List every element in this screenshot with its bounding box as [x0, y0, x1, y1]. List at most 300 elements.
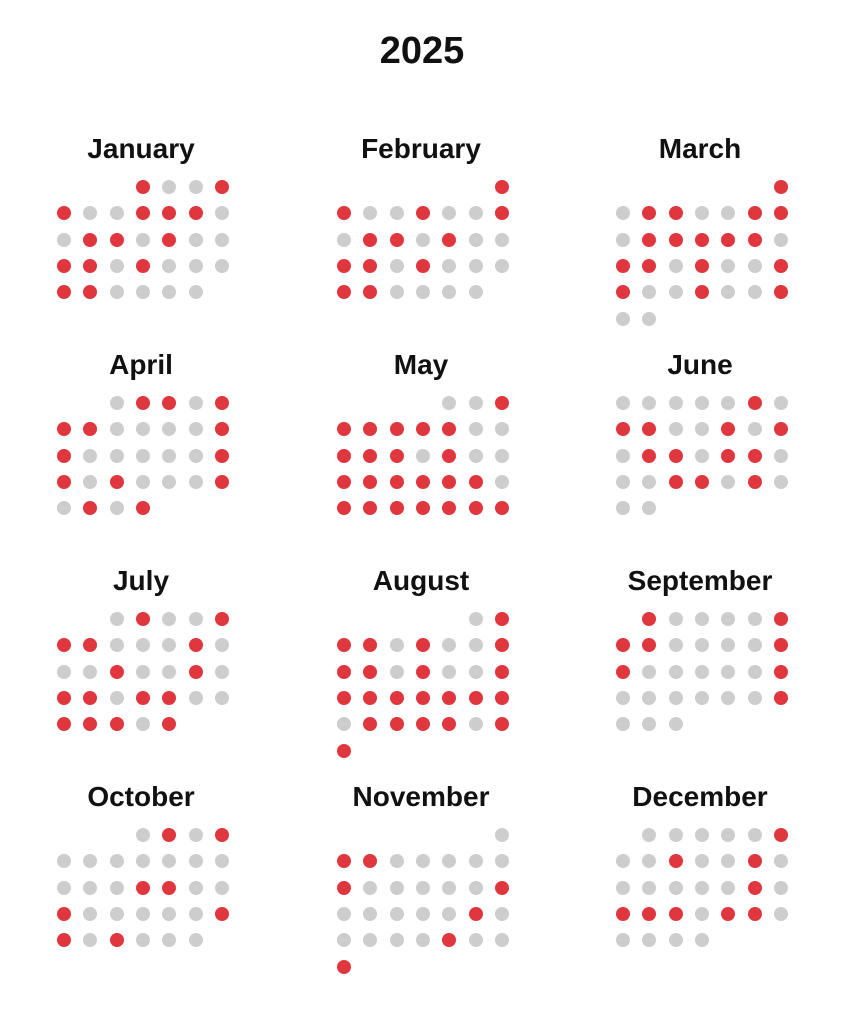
day-dot-10 — [189, 854, 203, 868]
day-dot-5 — [416, 854, 430, 868]
day-dot-3 — [642, 206, 656, 220]
day-dot-27 — [748, 475, 762, 489]
day-dot-16 — [162, 233, 176, 247]
day-dot-31 — [642, 312, 656, 326]
day-dot-16 — [642, 449, 656, 463]
day-dot-12 — [748, 854, 762, 868]
day-dot-12 — [748, 638, 762, 652]
day-dot-6 — [83, 854, 97, 868]
day-dot-29 — [469, 717, 483, 731]
day-dot-20 — [390, 475, 404, 489]
day-dot-31 — [189, 933, 203, 947]
day-dot-12 — [390, 665, 404, 679]
day-dot-28 — [416, 501, 430, 515]
day-dot-13 — [57, 449, 71, 463]
day-dot-2 — [162, 180, 176, 194]
month-may — [337, 348, 505, 528]
day-dot-21 — [616, 907, 630, 921]
day-dot-16 — [616, 259, 630, 273]
day-dot-17 — [162, 665, 176, 679]
day-dot-18 — [669, 259, 683, 273]
day-dot-26 — [721, 475, 735, 489]
day-dot-20 — [83, 259, 97, 273]
day-dot-30 — [162, 933, 176, 947]
day-dot-8 — [110, 422, 124, 436]
month-october — [57, 780, 225, 960]
day-dot-4 — [215, 180, 229, 194]
day-dot-12 — [721, 422, 735, 436]
day-dot-15 — [469, 665, 483, 679]
day-dot-20 — [774, 665, 788, 679]
day-dot-8 — [616, 422, 630, 436]
day-dot-18 — [337, 475, 351, 489]
day-dot-5 — [748, 828, 762, 842]
day-dot-31 — [695, 933, 709, 947]
day-dot-29 — [642, 717, 656, 731]
day-dot-14 — [83, 449, 97, 463]
day-dot-12 — [416, 233, 430, 247]
day-dot-11 — [363, 665, 377, 679]
day-dot-7 — [83, 422, 97, 436]
day-dot-19 — [363, 475, 377, 489]
day-dot-13 — [416, 665, 430, 679]
day-dot-8 — [642, 854, 656, 868]
day-dot-11 — [721, 854, 735, 868]
day-dot-11 — [390, 881, 404, 895]
day-dot-31 — [189, 285, 203, 299]
day-dot-9 — [642, 422, 656, 436]
month-november — [337, 780, 505, 960]
day-dot-23 — [337, 285, 351, 299]
day-dot-17 — [162, 449, 176, 463]
day-dot-21 — [83, 691, 97, 705]
day-dot-23 — [136, 475, 150, 489]
day-dot-24 — [162, 691, 176, 705]
month-title: May — [393, 349, 449, 380]
day-dot-27 — [416, 717, 430, 731]
day-dot-27 — [721, 285, 735, 299]
day-dot-21 — [442, 691, 456, 705]
day-dot-17 — [363, 259, 377, 273]
day-dot-1 — [642, 828, 656, 842]
day-dot-13 — [442, 233, 456, 247]
day-dot-20 — [83, 907, 97, 921]
day-dot-14 — [774, 422, 788, 436]
day-dot-11 — [721, 638, 735, 652]
month-september — [616, 564, 784, 744]
day-dot-5 — [57, 206, 71, 220]
day-dot-6 — [83, 206, 97, 220]
day-dot-14 — [442, 665, 456, 679]
day-dot-27 — [774, 691, 788, 705]
day-dot-16 — [669, 665, 683, 679]
day-dot-13 — [57, 665, 71, 679]
day-dot-19 — [695, 259, 709, 273]
day-dot-2 — [669, 612, 683, 626]
day-dot-14 — [616, 665, 630, 679]
day-dot-19 — [721, 449, 735, 463]
day-dot-2 — [136, 396, 150, 410]
day-dot-25 — [721, 907, 735, 921]
day-dot-22 — [136, 907, 150, 921]
day-dot-22 — [110, 691, 124, 705]
day-dot-21 — [469, 259, 483, 273]
day-dot-17 — [495, 449, 509, 463]
day-dot-28 — [616, 933, 630, 947]
day-dot-24 — [642, 285, 656, 299]
day-dot-2 — [337, 854, 351, 868]
day-dot-2 — [136, 612, 150, 626]
day-dot-26 — [57, 285, 71, 299]
day-dot-15 — [136, 881, 150, 895]
day-dot-9 — [136, 638, 150, 652]
day-dot-18 — [189, 449, 203, 463]
day-dot-25 — [390, 933, 404, 947]
day-dot-6 — [57, 422, 71, 436]
day-dot-9 — [669, 638, 683, 652]
day-dot-24 — [363, 933, 377, 947]
day-dot-16 — [669, 881, 683, 895]
day-dot-1 — [136, 180, 150, 194]
day-dot-26 — [57, 933, 71, 947]
day-dot-8 — [136, 206, 150, 220]
day-dot-13 — [748, 422, 762, 436]
day-dot-17 — [189, 233, 203, 247]
day-dot-27 — [83, 285, 97, 299]
day-dot-17 — [337, 691, 351, 705]
month-february — [337, 132, 505, 312]
day-dot-15 — [110, 449, 124, 463]
day-dot-23 — [136, 691, 150, 705]
day-dot-18 — [721, 665, 735, 679]
day-dot-11 — [215, 854, 229, 868]
day-dot-27 — [774, 907, 788, 921]
day-dot-25 — [390, 285, 404, 299]
day-dot-4 — [669, 206, 683, 220]
day-dot-26 — [748, 907, 762, 921]
day-dot-1 — [616, 396, 630, 410]
day-dot-24 — [189, 259, 203, 273]
month-title: April — [109, 349, 173, 380]
day-dot-23 — [469, 475, 483, 489]
day-dot-11 — [189, 638, 203, 652]
day-dot-13 — [83, 233, 97, 247]
day-dot-31 — [337, 744, 351, 758]
day-dot-7 — [469, 206, 483, 220]
day-dot-16 — [495, 665, 509, 679]
day-dot-3 — [337, 638, 351, 652]
day-dot-29 — [136, 933, 150, 947]
day-dot-17 — [669, 449, 683, 463]
day-dot-17 — [642, 259, 656, 273]
day-dot-2 — [162, 828, 176, 842]
day-dot-7 — [110, 206, 124, 220]
day-dot-27 — [57, 501, 71, 515]
day-dot-17 — [695, 665, 709, 679]
day-dot-15 — [616, 449, 630, 463]
day-dot-5 — [748, 612, 762, 626]
day-dot-6 — [57, 638, 71, 652]
day-dot-30 — [337, 960, 351, 974]
day-dot-24 — [363, 285, 377, 299]
day-dot-22 — [642, 691, 656, 705]
day-dot-14 — [616, 881, 630, 895]
month-january — [57, 132, 225, 312]
day-dot-25 — [669, 285, 683, 299]
day-dot-5 — [215, 396, 229, 410]
month-july — [57, 564, 225, 744]
day-dot-22 — [642, 907, 656, 921]
day-dot-1 — [442, 396, 456, 410]
day-dot-7 — [416, 422, 430, 436]
day-dot-4 — [721, 612, 735, 626]
day-dot-6 — [416, 638, 430, 652]
day-dot-4 — [363, 638, 377, 652]
day-dot-27 — [442, 285, 456, 299]
day-dot-30 — [136, 501, 150, 515]
day-dot-17 — [363, 907, 377, 921]
month-june — [616, 348, 784, 528]
day-dot-26 — [390, 717, 404, 731]
day-dot-3 — [695, 612, 709, 626]
day-dot-21 — [110, 259, 124, 273]
day-dot-24 — [695, 907, 709, 921]
day-dot-10 — [495, 422, 509, 436]
day-dot-1 — [495, 828, 509, 842]
day-dot-14 — [469, 881, 483, 895]
day-dot-10 — [337, 665, 351, 679]
day-dot-16 — [337, 259, 351, 273]
day-dot-8 — [442, 422, 456, 436]
month-march — [616, 132, 784, 312]
day-dot-19 — [57, 907, 71, 921]
day-dot-25 — [189, 475, 203, 489]
day-dot-25 — [189, 691, 203, 705]
day-dot-4 — [721, 828, 735, 842]
day-dot-26 — [363, 501, 377, 515]
day-dot-3 — [495, 396, 509, 410]
day-dot-10 — [642, 233, 656, 247]
day-dot-7 — [469, 854, 483, 868]
day-dot-7 — [774, 396, 788, 410]
day-dot-10 — [162, 422, 176, 436]
day-dot-4 — [215, 828, 229, 842]
day-dot-28 — [110, 933, 124, 947]
day-dot-18 — [721, 881, 735, 895]
month-title: November — [352, 781, 490, 812]
day-dot-5 — [57, 854, 71, 868]
day-dot-6 — [748, 396, 762, 410]
day-dot-4 — [189, 612, 203, 626]
day-dot-25 — [695, 475, 709, 489]
day-dot-23 — [669, 691, 683, 705]
day-dot-5 — [695, 206, 709, 220]
day-dot-30 — [669, 717, 683, 731]
day-dot-26 — [215, 691, 229, 705]
day-dot-6 — [721, 206, 735, 220]
day-dot-2 — [669, 828, 683, 842]
day-dot-12 — [363, 449, 377, 463]
month-title: September — [627, 565, 773, 596]
day-dot-8 — [136, 854, 150, 868]
day-dot-18 — [390, 259, 404, 273]
day-dot-8 — [110, 638, 124, 652]
day-dot-21 — [469, 907, 483, 921]
year-title: 2025 — [379, 30, 465, 72]
day-dot-10 — [695, 854, 709, 868]
day-dot-13 — [721, 233, 735, 247]
day-dot-14 — [748, 233, 762, 247]
day-dot-3 — [162, 396, 176, 410]
day-dot-21 — [616, 691, 630, 705]
day-dot-19 — [416, 907, 430, 921]
day-dot-22 — [110, 475, 124, 489]
day-dot-28 — [469, 933, 483, 947]
day-dot-11 — [695, 422, 709, 436]
day-dot-13 — [390, 449, 404, 463]
day-dot-18 — [390, 907, 404, 921]
day-dot-18 — [189, 665, 203, 679]
day-dot-9 — [337, 233, 351, 247]
day-dot-17 — [695, 881, 709, 895]
day-dot-22 — [616, 475, 630, 489]
day-dot-12 — [215, 422, 229, 436]
day-dot-22 — [495, 259, 509, 273]
day-dot-8 — [495, 854, 509, 868]
day-dot-1 — [495, 180, 509, 194]
day-dot-28 — [469, 285, 483, 299]
day-dot-28 — [774, 475, 788, 489]
day-dot-2 — [337, 206, 351, 220]
day-dot-31 — [495, 501, 509, 515]
day-dot-26 — [416, 285, 430, 299]
day-dot-11 — [337, 449, 351, 463]
day-dot-29 — [642, 933, 656, 947]
day-dot-30 — [495, 717, 509, 731]
day-dot-19 — [215, 665, 229, 679]
month-title: August — [372, 565, 470, 596]
day-dot-3 — [695, 828, 709, 842]
day-dot-28 — [83, 717, 97, 731]
day-dot-10 — [162, 638, 176, 652]
day-dot-26 — [215, 475, 229, 489]
day-dot-19 — [215, 449, 229, 463]
day-dot-21 — [416, 475, 430, 489]
day-dot-20 — [721, 259, 735, 273]
month-title: January — [87, 133, 195, 164]
day-dot-10 — [669, 422, 683, 436]
day-dot-23 — [162, 259, 176, 273]
day-dot-30 — [642, 501, 656, 515]
day-dot-1 — [110, 396, 124, 410]
day-dot-24 — [695, 691, 709, 705]
day-dot-1 — [642, 612, 656, 626]
month-title: February — [361, 133, 481, 164]
day-dot-22 — [136, 259, 150, 273]
day-dot-13 — [83, 881, 97, 895]
day-dot-21 — [748, 259, 762, 273]
day-dot-2 — [495, 612, 509, 626]
day-dot-29 — [136, 285, 150, 299]
day-dot-23 — [337, 933, 351, 947]
day-dot-9 — [616, 233, 630, 247]
day-dot-24 — [162, 475, 176, 489]
month-title: December — [632, 781, 768, 812]
month-title: July — [112, 565, 170, 596]
day-dot-16 — [469, 449, 483, 463]
day-dot-19 — [390, 691, 404, 705]
day-dot-2 — [642, 396, 656, 410]
day-dot-12 — [57, 881, 71, 895]
day-dot-9 — [162, 854, 176, 868]
day-dot-4 — [695, 396, 709, 410]
day-dot-31 — [162, 717, 176, 731]
day-dot-28 — [83, 501, 97, 515]
day-dot-6 — [390, 422, 404, 436]
day-dot-17 — [189, 881, 203, 895]
day-dot-15 — [136, 233, 150, 247]
day-dot-15 — [642, 665, 656, 679]
day-dot-25 — [337, 501, 351, 515]
day-dot-26 — [748, 691, 762, 705]
day-dot-30 — [162, 285, 176, 299]
day-dot-14 — [83, 665, 97, 679]
day-dot-23 — [162, 907, 176, 921]
day-dot-7 — [616, 854, 630, 868]
day-dot-6 — [442, 854, 456, 868]
day-dot-10 — [363, 881, 377, 895]
day-dot-15 — [442, 449, 456, 463]
day-dot-11 — [669, 233, 683, 247]
day-dot-18 — [363, 691, 377, 705]
day-dot-16 — [337, 907, 351, 921]
day-dot-22 — [469, 691, 483, 705]
day-dot-30 — [136, 717, 150, 731]
day-dot-25 — [215, 907, 229, 921]
day-dot-9 — [669, 854, 683, 868]
day-dot-15 — [495, 881, 509, 895]
day-dot-20 — [57, 691, 71, 705]
day-dot-9 — [136, 422, 150, 436]
day-dot-6 — [774, 828, 788, 842]
month-title: October — [87, 781, 195, 812]
day-dot-13 — [774, 638, 788, 652]
day-dot-25 — [363, 717, 377, 731]
day-dot-21 — [774, 449, 788, 463]
day-dot-26 — [416, 933, 430, 947]
day-dot-3 — [189, 828, 203, 842]
day-dot-25 — [721, 691, 735, 705]
day-dot-4 — [390, 854, 404, 868]
day-dot-15 — [642, 881, 656, 895]
day-dot-19 — [748, 881, 762, 895]
day-dot-1 — [136, 828, 150, 842]
month-december — [616, 780, 784, 960]
day-dot-30 — [469, 501, 483, 515]
day-dot-20 — [442, 259, 456, 273]
day-dot-23 — [642, 475, 656, 489]
day-dot-18 — [215, 881, 229, 895]
day-dot-12 — [215, 638, 229, 652]
day-dot-22 — [774, 259, 788, 273]
day-dot-27 — [57, 717, 71, 731]
day-dot-8 — [469, 638, 483, 652]
day-dot-27 — [442, 933, 456, 947]
day-dot-29 — [774, 285, 788, 299]
day-dot-28 — [748, 285, 762, 299]
month-title: March — [658, 133, 742, 164]
day-dot-27 — [83, 933, 97, 947]
